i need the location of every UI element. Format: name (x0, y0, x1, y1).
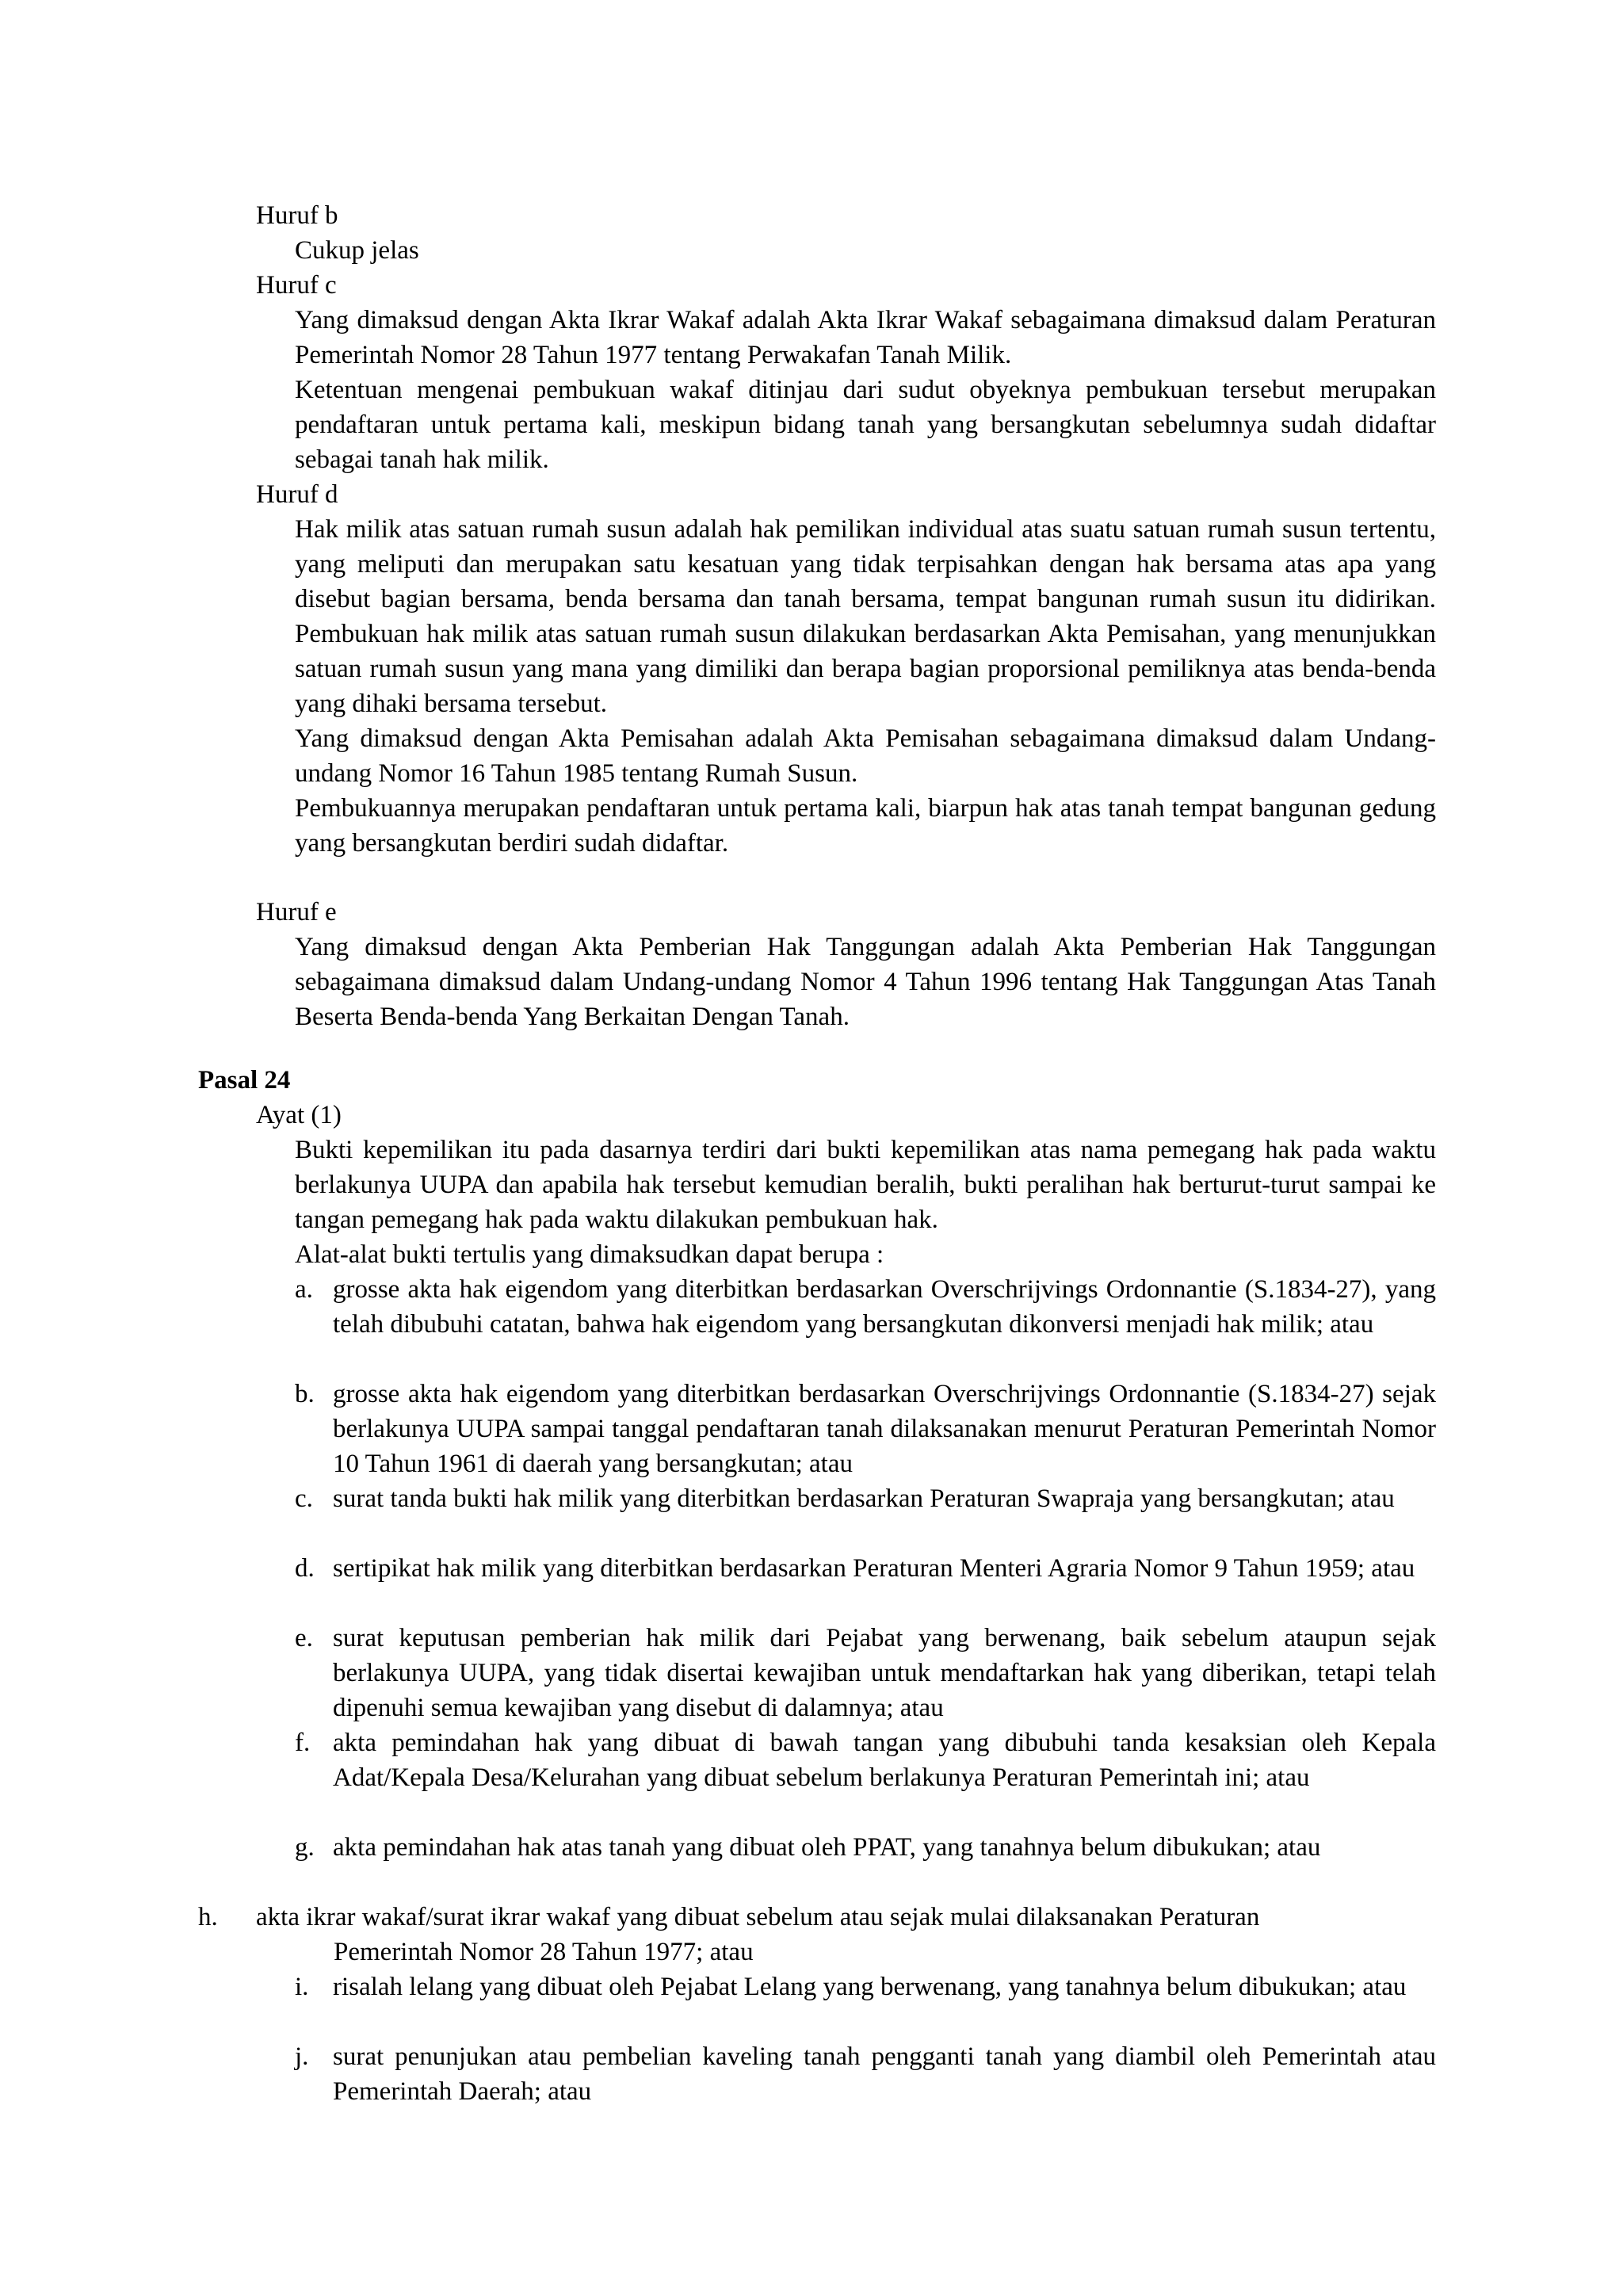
huruf-c-body (295, 303, 1436, 477)
list-item-f (295, 1725, 1436, 1795)
pasal-24-title: Pasal 24 (198, 1066, 291, 1095)
list-item-a (295, 1272, 1436, 1342)
list-marker-f: f. (295, 1729, 311, 1757)
list-text-j: surat penunjukan atau pembelian kaveling tanah pengganti tanah yang diambil oleh Pemerintah atau Pemerintah Daerah; atau (333, 2042, 1436, 2106)
list-text-e: surat keputusan pemberian hak milik dari Pejabat yang berwenang, baik sebelum ataupun sejak berlakunya UUPA, yang tidak disertai kewajiban untuk mendaftarkan hak yang diberikan, tetapi telah dipenuhi semua kewajiban yang disebut di dalamnya; atau (333, 1624, 1436, 1722)
huruf-d-paragraph-3: Pembukuannya merupakan pendaftaran untuk pertama kali, biarpun hak atas tanah tempat bangunan gedung yang bersangkutan berdiri sudah didaftar. (295, 794, 1436, 858)
list-text-g: akta pemindahan hak atas tanah yang dibuat oleh PPAT, yang tanahnya belum dibukukan; atau (333, 1833, 1321, 1862)
huruf-b-label: Huruf b (256, 201, 338, 230)
list-text-h-line-2: Pemerintah Nomor 28 Tahun 1977; atau (334, 1938, 754, 1966)
huruf-d-label: Huruf d (256, 480, 338, 509)
huruf-d-paragraph-2: Yang dimaksud dengan Akta Pemisahan adalah Akta Pemisahan sebagaimana dimaksud dalam Undang-undang Nomor 16 Tahun 1985 tentang Rumah Susun. (295, 724, 1436, 788)
list-marker-c: c. (295, 1484, 313, 1513)
list-item-b (295, 1377, 1436, 1481)
huruf-c-paragraph-2: Ketentuan mengenai pembukuan wakaf ditinjau dari sudut obyeknya pembukuan tersebut merupakan pendaftaran untuk pertama kali, meskipun bidang tanah yang bersangkutan sebelumnya sudah didaftar sebagai tanah hak milik. (295, 376, 1436, 474)
list-item-h (198, 1900, 1436, 1969)
list-marker-g: g. (295, 1833, 315, 1862)
list-text-h-line-1: akta ikrar wakaf/surat ikrar wakaf yang dibuat sebelum atau sejak mulai dilaksanakan Peraturan (256, 1903, 1260, 1931)
huruf-c-label: Huruf c (256, 271, 337, 300)
list-marker-d: d. (295, 1554, 315, 1583)
huruf-e-label: Huruf e (256, 898, 337, 926)
huruf-b-body (295, 233, 1436, 268)
list-marker-j: j. (295, 2042, 309, 2071)
ayat-1-paragraph-2: Alat-alat bukti tertulis yang dimaksudkan dapat berupa : (295, 1240, 884, 1269)
list-item-g (295, 1830, 1436, 1865)
list-item-i (295, 1969, 1436, 2004)
list-text-d: sertipikat hak milik yang diterbitkan berdasarkan Peraturan Menteri Agraria Nomor 9 Tahun 1959; atau (333, 1554, 1415, 1583)
list-item-c (295, 1481, 1436, 1516)
list-marker-e: e. (295, 1624, 313, 1652)
list-marker-h: h. (198, 1903, 218, 1931)
list-text-f: akta pemindahan hak yang dibuat di bawah tangan yang dibubuhi tanda kesaksian oleh Kepala Adat/Kepala Desa/Kelurahan yang dibuat sebelum berlakunya Peraturan Pemerintah ini; atau (333, 1729, 1436, 1792)
list-text-c: surat tanda bukti hak milik yang diterbitkan berdasarkan Peraturan Swapraja yang bersangkutan; atau (333, 1484, 1395, 1513)
huruf-c-paragraph-1: Yang dimaksud dengan Akta Ikrar Wakaf adalah Akta Ikrar Wakaf sebagaimana dimaksud dalam Peraturan Pemerintah Nomor 28 Tahun 1977 tentang Perwakafan Tanah Milik. (295, 306, 1436, 369)
list-item-j (295, 2039, 1436, 2109)
list-text-i: risalah lelang yang dibuat oleh Pejabat Lelang yang berwenang, yang tanahnya belum dibukukan; atau (333, 1973, 1407, 2001)
ayat-1-label: Ayat (1) (256, 1101, 342, 1129)
huruf-e-body (295, 930, 1436, 1034)
list-marker-i: i. (295, 1973, 309, 2001)
list-item-d (295, 1551, 1436, 1586)
list-text-a: grosse akta hak eigendom yang diterbitkan berdasarkan Overschrijvings Ordonnantie (S.1834-27), yang telah dibubuhi catatan, bahwa hak eigendom yang bersangkutan dikonversi menjadi hak milik; atau (333, 1275, 1436, 1339)
list-marker-a: a. (295, 1275, 313, 1304)
ayat-1-paragraph-1: Bukti kepemilikan itu pada dasarnya terdiri dari bukti kepemilikan atas nama pemegang hak pada waktu berlakunya UUPA dan apabila hak tersebut kemudian beralih, bukti peralihan hak berturut-turut sampai ke tangan pemegang hak pada waktu dilakukan pembukuan hak. (295, 1136, 1436, 1234)
huruf-d-paragraph-1: Hak milik atas satuan rumah susun adalah hak pemilikan individual atas suatu satuan rumah susun tertentu, yang meliputi dan merupakan satu kesatuan yang tidak terpisahkan dengan hak bersama atas apa yang disebut bagian bersama, benda bersama dan tanah bersama, tempat bangunan rumah susun itu didirikan. Pembukuan hak milik atas satuan rumah susun dilakukan berdasarkan Akta Pemisahan, yang menunjukkan satuan rumah susun yang mana yang dimiliki dan berapa bagian proporsional pemiliknya atas benda-benda yang dihaki bersama tersebut. (295, 515, 1436, 718)
list-marker-b: b. (295, 1380, 315, 1408)
huruf-b-text: Cukup jelas (295, 236, 419, 265)
huruf-e-paragraph-1: Yang dimaksud dengan Akta Pemberian Hak Tanggungan adalah Akta Pemberian Hak Tanggungan sebagaimana dimaksud dalam Undang-undang Nomor 4 Tahun 1996 tentang Hak Tanggungan Atas Tanah Beserta Benda-benda Yang Berkaitan Dengan Tanah. (295, 933, 1436, 1031)
huruf-d-body (295, 512, 1436, 861)
ayat-1-body (295, 1133, 1436, 1272)
list-text-b: grosse akta hak eigendom yang diterbitkan berdasarkan Overschrijvings Ordonnantie (S.1834-27) sejak berlakunya UUPA sampai tanggal pendaftaran tanah dilaksanakan menurut Peraturan Pemerintah Nomor 10 Tahun 1961 di daerah yang bersangkutan; atau (333, 1380, 1436, 1478)
list-item-e (295, 1621, 1436, 1725)
